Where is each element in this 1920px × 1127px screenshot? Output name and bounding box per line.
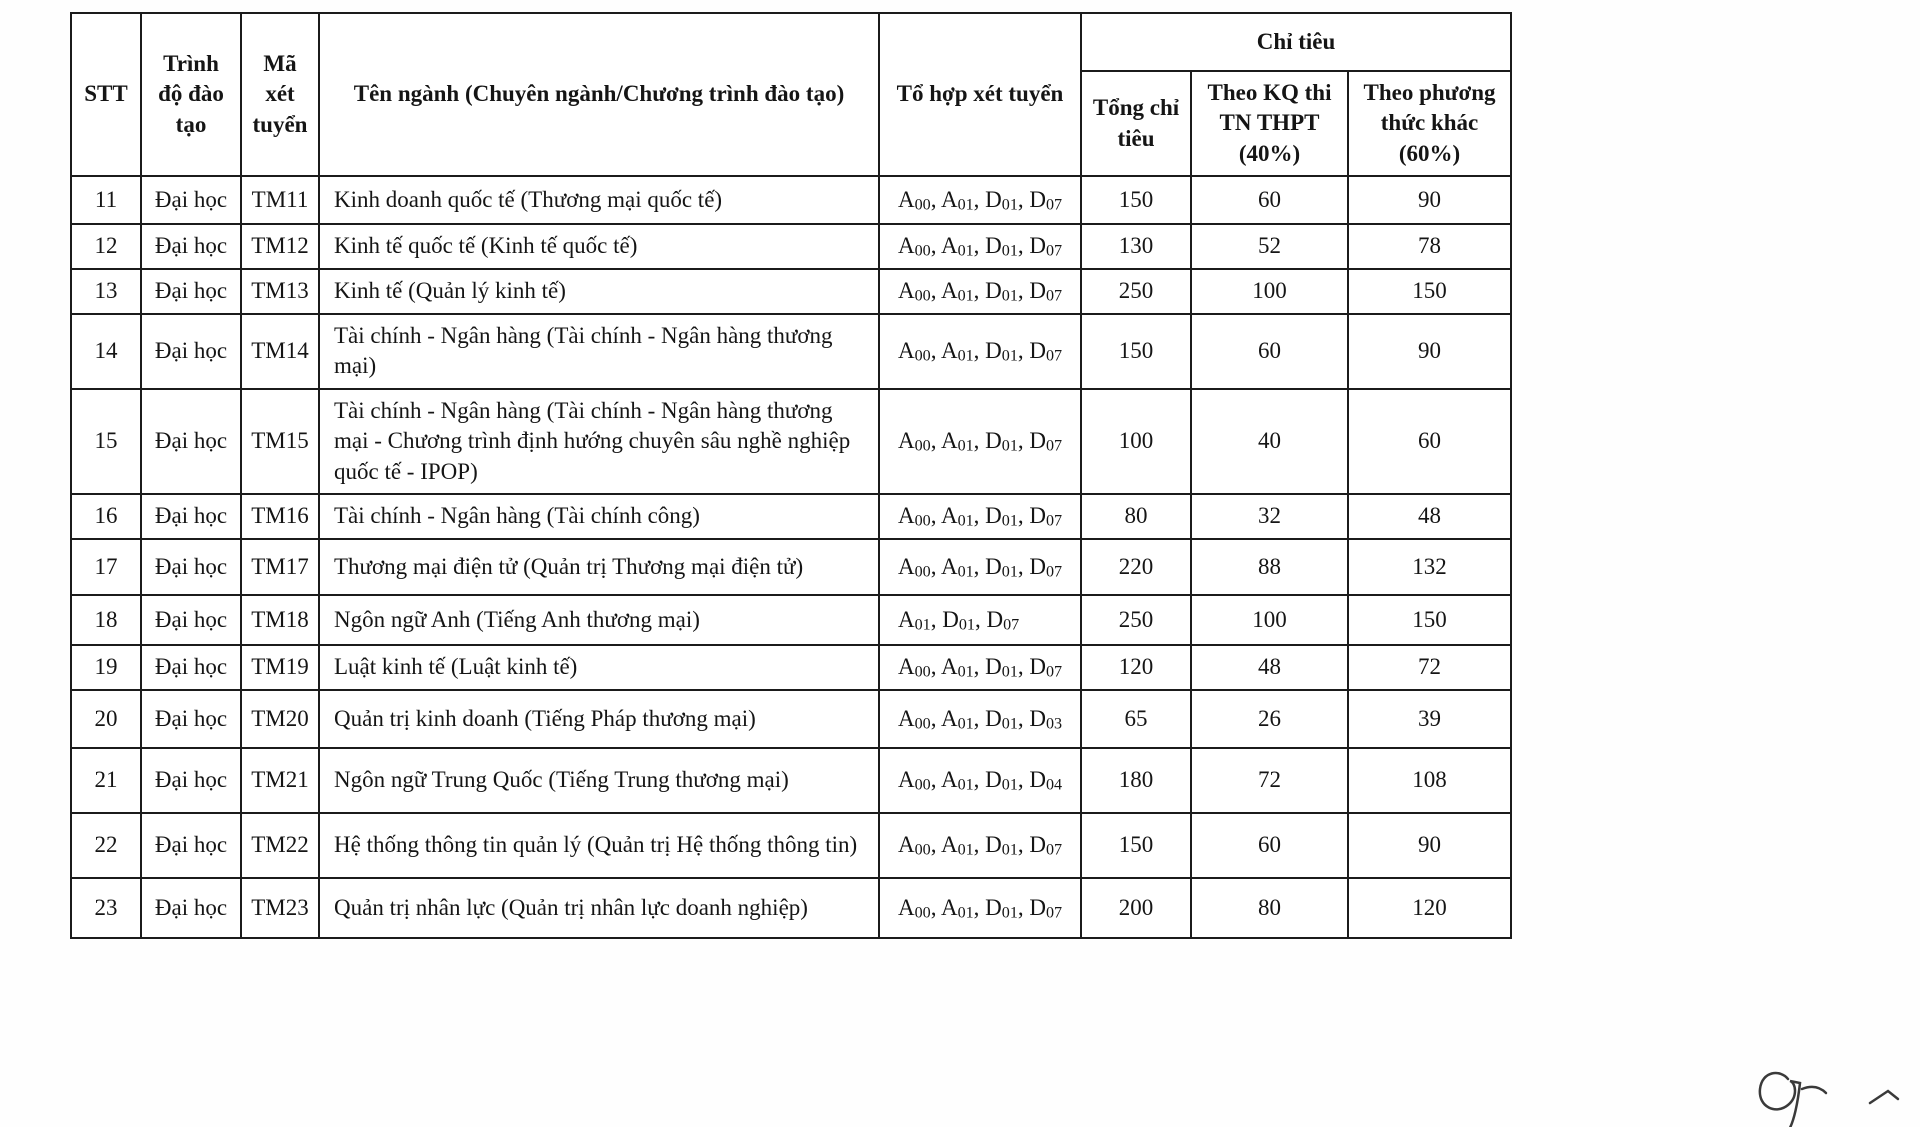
cell-ten-nganh: Hệ thống thông tin quản lý (Quản trị Hệ thống thông tin): [319, 813, 879, 878]
col-header-ten-nganh: Tên ngành (Chuyên ngành/Chương trình đào tạo): [319, 13, 879, 176]
cell-ten-nganh: Luật kinh tế (Luật kinh tế): [319, 645, 879, 690]
cell-ten-nganh: Thương mại điện tử (Quản trị Thương mại điện tử): [319, 539, 879, 595]
cell-tong-chi-tieu: 100: [1081, 389, 1191, 494]
cell-theo-kq-thi: 60: [1191, 176, 1348, 224]
cell-theo-kq-thi: 60: [1191, 813, 1348, 878]
cell-ten-nganh: Tài chính - Ngân hàng (Tài chính - Ngân hàng thương mại): [319, 314, 879, 389]
table-row: [71, 595, 1511, 645]
cell-ma-xet-tuyen: TM22: [241, 813, 319, 878]
table-row: [71, 314, 1511, 389]
signature-squiggle: [1702, 1027, 1902, 1127]
cell-stt: 17: [71, 539, 141, 595]
cell-stt: 18: [71, 595, 141, 645]
cell-stt: 11: [71, 176, 141, 224]
table-row: [71, 748, 1511, 813]
cell-theo-kq-thi: 100: [1191, 595, 1348, 645]
cell-trinh-do: Đại học: [141, 748, 241, 813]
table-row: [71, 878, 1511, 938]
cell-theo-phuong-thuc: 60: [1348, 389, 1511, 494]
cell-theo-phuong-thuc: 90: [1348, 314, 1511, 389]
cell-ten-nganh: Tài chính - Ngân hàng (Tài chính - Ngân hàng thương mại - Chương trình định hướng chuyên sâu nghề nghiệp quốc tế - IPOP): [319, 389, 879, 494]
cell-ma-xet-tuyen: TM12: [241, 224, 319, 269]
cell-tong-chi-tieu: 150: [1081, 813, 1191, 878]
cell-theo-phuong-thuc: 78: [1348, 224, 1511, 269]
cell-theo-kq-thi: 72: [1191, 748, 1348, 813]
cell-to-hop: $A_{01}$, $D_{01}$, $D_{07}$: [879, 595, 1081, 645]
cell-ma-xet-tuyen: TM21: [241, 748, 319, 813]
cell-theo-phuong-thuc: 108: [1348, 748, 1511, 813]
squiggle-loop: [1760, 1073, 1800, 1127]
cell-ten-nganh: Quản trị kinh doanh (Tiếng Pháp thương mại): [319, 690, 879, 748]
col-header-ma-xet-tuyen: Mã xét tuyển: [241, 13, 319, 176]
cell-ten-nganh: Kinh doanh quốc tế (Thương mại quốc tế): [319, 176, 879, 224]
cell-trinh-do: Đại học: [141, 176, 241, 224]
cell-ten-nganh: Tài chính - Ngân hàng (Tài chính công): [319, 494, 879, 539]
cell-stt: 13: [71, 269, 141, 314]
cell-stt: 21: [71, 748, 141, 813]
cell-theo-kq-thi: 26: [1191, 690, 1348, 748]
table-row: [71, 224, 1511, 269]
cell-tong-chi-tieu: 150: [1081, 314, 1191, 389]
cell-theo-phuong-thuc: 150: [1348, 595, 1511, 645]
cell-to-hop: $A_{00}$, $A_{01}$, $D_{01}$, $D_{07}$: [879, 813, 1081, 878]
cell-theo-phuong-thuc: 90: [1348, 813, 1511, 878]
cell-to-hop: $A_{00}$, $A_{01}$, $D_{01}$, $D_{07}$: [879, 645, 1081, 690]
squiggle-check: [1870, 1091, 1898, 1103]
cell-stt: 20: [71, 690, 141, 748]
cell-to-hop: $A_{00}$, $A_{01}$, $D_{01}$, $D_{07}$: [879, 539, 1081, 595]
col-header-to-hop: Tổ hợp xét tuyển: [879, 13, 1081, 176]
cell-tong-chi-tieu: 120: [1081, 645, 1191, 690]
cell-to-hop: $A_{00}$, $A_{01}$, $D_{01}$, $D_{07}$: [879, 878, 1081, 938]
cell-tong-chi-tieu: 200: [1081, 878, 1191, 938]
cell-ma-xet-tuyen: TM14: [241, 314, 319, 389]
cell-ma-xet-tuyen: TM17: [241, 539, 319, 595]
cell-theo-kq-thi: 40: [1191, 389, 1348, 494]
cell-trinh-do: Đại học: [141, 645, 241, 690]
cell-tong-chi-tieu: 130: [1081, 224, 1191, 269]
cell-trinh-do: Đại học: [141, 389, 241, 494]
cell-ten-nganh: Kinh tế (Quản lý kinh tế): [319, 269, 879, 314]
cell-trinh-do: Đại học: [141, 224, 241, 269]
cell-theo-kq-thi: 80: [1191, 878, 1348, 938]
cell-tong-chi-tieu: 250: [1081, 269, 1191, 314]
cell-stt: 16: [71, 494, 141, 539]
table-row: [71, 176, 1511, 224]
col-header-stt: STT: [71, 13, 141, 176]
cell-ten-nganh: Ngôn ngữ Trung Quốc (Tiếng Trung thương mại): [319, 748, 879, 813]
table-row: [71, 539, 1511, 595]
table-row: [71, 494, 1511, 539]
cell-theo-phuong-thuc: 132: [1348, 539, 1511, 595]
cell-trinh-do: Đại học: [141, 595, 241, 645]
cell-to-hop: $A_{00}$, $A_{01}$, $D_{01}$, $D_{07}$: [879, 389, 1081, 494]
cell-stt: 19: [71, 645, 141, 690]
cell-trinh-do: Đại học: [141, 494, 241, 539]
cell-stt: 15: [71, 389, 141, 494]
cell-theo-phuong-thuc: 48: [1348, 494, 1511, 539]
cell-stt: 14: [71, 314, 141, 389]
col-header-trinh-do: Trình độ đào tạo: [141, 13, 241, 176]
cell-ma-xet-tuyen: TM18: [241, 595, 319, 645]
cell-ma-xet-tuyen: TM13: [241, 269, 319, 314]
cell-ma-xet-tuyen: TM20: [241, 690, 319, 748]
cell-theo-kq-thi: 100: [1191, 269, 1348, 314]
cell-to-hop: $A_{00}$, $A_{01}$, $D_{01}$, $D_{03}$: [879, 690, 1081, 748]
table-row: [71, 269, 1511, 314]
table-body: [71, 176, 1511, 938]
cell-tong-chi-tieu: 180: [1081, 748, 1191, 813]
cell-tong-chi-tieu: 65: [1081, 690, 1191, 748]
cell-trinh-do: Đại học: [141, 539, 241, 595]
cell-trinh-do: Đại học: [141, 690, 241, 748]
cell-to-hop: $A_{00}$, $A_{01}$, $D_{01}$, $D_{07}$: [879, 224, 1081, 269]
cell-ten-nganh: Kinh tế quốc tế (Kinh tế quốc tế): [319, 224, 879, 269]
cell-theo-kq-thi: 60: [1191, 314, 1348, 389]
cell-theo-phuong-thuc: 120: [1348, 878, 1511, 938]
col-header-chi-tieu-group: Chỉ tiêu: [1081, 13, 1511, 71]
cell-trinh-do: Đại học: [141, 813, 241, 878]
squiggle-tail: [1802, 1087, 1826, 1093]
table-row: [71, 813, 1511, 878]
cell-theo-kq-thi: 52: [1191, 224, 1348, 269]
cell-trinh-do: Đại học: [141, 878, 241, 938]
col-header-theo-phuong-thuc: Theo phương thức khác (60%): [1348, 71, 1511, 176]
table-header: [71, 13, 1511, 176]
cell-tong-chi-tieu: 220: [1081, 539, 1191, 595]
cell-trinh-do: Đại học: [141, 314, 241, 389]
cell-theo-phuong-thuc: 90: [1348, 176, 1511, 224]
cell-stt: 23: [71, 878, 141, 938]
cell-to-hop: $A_{00}$, $A_{01}$, $D_{01}$, $D_{04}$: [879, 748, 1081, 813]
cell-ten-nganh: Ngôn ngữ Anh (Tiếng Anh thương mại): [319, 595, 879, 645]
cell-stt: 12: [71, 224, 141, 269]
table-row: [71, 690, 1511, 748]
cell-tong-chi-tieu: 150: [1081, 176, 1191, 224]
cell-theo-phuong-thuc: 39: [1348, 690, 1511, 748]
cell-ma-xet-tuyen: TM16: [241, 494, 319, 539]
cell-to-hop: $A_{00}$, $A_{01}$, $D_{01}$, $D_{07}$: [879, 269, 1081, 314]
cell-theo-kq-thi: 48: [1191, 645, 1348, 690]
table-row: [71, 645, 1511, 690]
cell-theo-kq-thi: 32: [1191, 494, 1348, 539]
cell-to-hop: $A_{00}$, $A_{01}$, $D_{01}$, $D_{07}$: [879, 176, 1081, 224]
cell-stt: 22: [71, 813, 141, 878]
cell-ma-xet-tuyen: TM15: [241, 389, 319, 494]
cell-tong-chi-tieu: 80: [1081, 494, 1191, 539]
col-header-tong-chi-tieu: Tổng chỉ tiêu: [1081, 71, 1191, 176]
cell-ma-xet-tuyen: TM11: [241, 176, 319, 224]
cell-theo-phuong-thuc: 72: [1348, 645, 1511, 690]
cell-trinh-do: Đại học: [141, 269, 241, 314]
cell-ten-nganh: Quản trị nhân lực (Quản trị nhân lực doanh nghiệp): [319, 878, 879, 938]
cell-theo-kq-thi: 88: [1191, 539, 1348, 595]
col-header-theo-kq-thi: Theo KQ thi TN THPT (40%): [1191, 71, 1348, 176]
cell-to-hop: $A_{00}$, $A_{01}$, $D_{01}$, $D_{07}$: [879, 494, 1081, 539]
cell-theo-phuong-thuc: 150: [1348, 269, 1511, 314]
cell-to-hop: $A_{00}$, $A_{01}$, $D_{01}$, $D_{07}$: [879, 314, 1081, 389]
cell-tong-chi-tieu: 250: [1081, 595, 1191, 645]
cell-ma-xet-tuyen: TM19: [241, 645, 319, 690]
table-row: [71, 389, 1511, 494]
cell-ma-xet-tuyen: TM23: [241, 878, 319, 938]
admission-quota-table: [70, 12, 1512, 939]
